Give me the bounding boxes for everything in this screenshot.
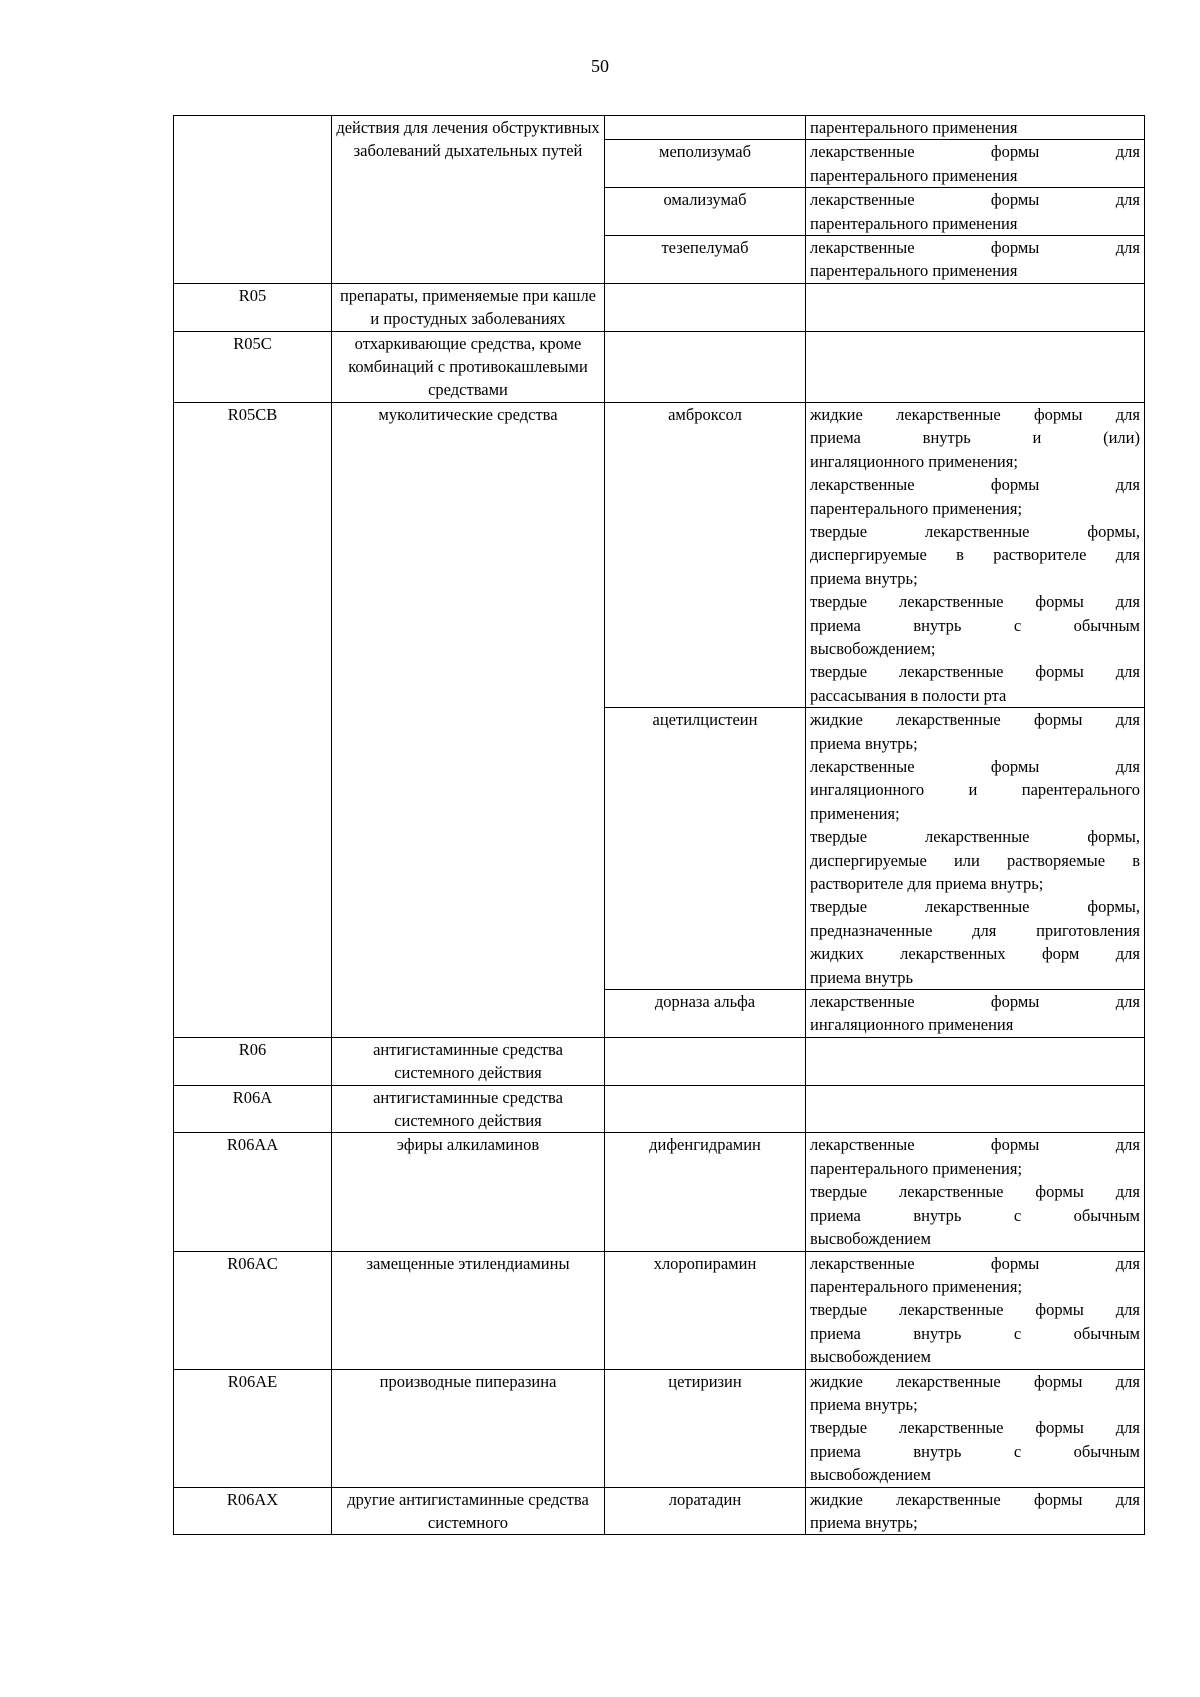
dosage-forms-cell bbox=[806, 1037, 1145, 1085]
atc-code-cell: R06A bbox=[174, 1085, 332, 1133]
dosage-form-line: высвобождением bbox=[810, 1465, 931, 1485]
dosage-form-line: парентерального применения bbox=[810, 213, 1018, 233]
drug-name-cell: ацетилцистеин bbox=[605, 708, 806, 990]
pharmacological-group-cell: замещенные этилендиамины bbox=[332, 1251, 605, 1369]
drug-name-cell bbox=[605, 283, 806, 331]
pharmacological-group-cell: другие антигистаминные средства системного bbox=[332, 1487, 605, 1535]
dosage-form-line: лекарственные формы для bbox=[810, 1135, 1140, 1155]
dosage-forms-cell bbox=[806, 1487, 1145, 1535]
pharmacological-group-cell: антигистаминные средства системного действия bbox=[332, 1085, 605, 1133]
dosage-forms-cell bbox=[806, 116, 1145, 140]
dosage-form-line: парентерального применения; bbox=[810, 498, 1023, 518]
dosage-forms-cell bbox=[806, 236, 1145, 284]
dosage-forms-cell bbox=[806, 140, 1145, 188]
dosage-form-line: жидких лекарственных форм для bbox=[810, 944, 1140, 964]
dosage-form-line: твердые лекарственные формы для bbox=[810, 1182, 1140, 1202]
dosage-form-line: растворителе для приема внутрь; bbox=[810, 874, 1044, 893]
drug-name-cell: цетиризин bbox=[605, 1369, 806, 1487]
dosage-forms-cell bbox=[806, 331, 1145, 402]
dosage-form-line: лекарственные формы для bbox=[810, 756, 1140, 776]
dosage-form-line: высвобождением bbox=[810, 1229, 931, 1249]
dosage-form-line: приема внутрь; bbox=[810, 568, 918, 588]
drug-table bbox=[173, 115, 1145, 1535]
dosage-forms-cell bbox=[806, 708, 1145, 990]
dosage-form-line: высвобождением; bbox=[810, 638, 936, 658]
dosage-form-line: рассасывания в полости рта bbox=[810, 685, 1007, 705]
dosage-form-line: парентерального применения bbox=[810, 118, 1018, 137]
dosage-form-line: приема внутрь с обычным bbox=[810, 615, 1140, 635]
dosage-form-line: ингаляционного и парентерального bbox=[810, 780, 1140, 800]
dosage-form-line: лекарственные формы для bbox=[810, 238, 1140, 258]
dosage-forms-cell bbox=[806, 1251, 1145, 1369]
dosage-form-line: лекарственные формы для bbox=[810, 190, 1140, 210]
dosage-forms-cell bbox=[806, 1133, 1145, 1251]
dosage-form-line: лекарственные формы для bbox=[810, 142, 1140, 162]
dosage-form-line: твердые лекарственные формы для bbox=[810, 1418, 1140, 1438]
table-row bbox=[174, 116, 1145, 140]
dosage-form-line: парентерального применения; bbox=[810, 1158, 1023, 1178]
atc-code-cell: R06AX bbox=[174, 1487, 332, 1535]
dosage-forms-cell bbox=[806, 402, 1145, 707]
pharmacological-group-cell: отхаркивающие средства, кроме комбинаций с противокашлевыми средствами bbox=[332, 331, 605, 402]
pharmacological-group-cell: препараты, применяемые при кашле и простудных заболеваниях bbox=[332, 283, 605, 331]
drug-name-cell bbox=[605, 1085, 806, 1133]
dosage-forms-cell bbox=[806, 1085, 1145, 1133]
atc-code-cell: R06 bbox=[174, 1037, 332, 1085]
table-row bbox=[174, 1133, 1145, 1251]
dosage-form-line: парентерального применения bbox=[810, 165, 1018, 185]
dosage-form-line: приема внутрь; bbox=[810, 1394, 918, 1414]
dosage-form-line: приема внутрь и (или) bbox=[810, 428, 1140, 448]
dosage-form-line: приема внутрь с обычным bbox=[810, 1441, 1140, 1461]
table-row bbox=[174, 331, 1145, 402]
dosage-form-line: приема внутрь с обычным bbox=[810, 1323, 1140, 1343]
dosage-form-line: жидкие лекарственные формы для bbox=[810, 1489, 1140, 1509]
atc-code-cell: R05C bbox=[174, 331, 332, 402]
dosage-form-line: высвобождением bbox=[810, 1347, 931, 1367]
dosage-form-line: диспергируемые в растворителе для bbox=[810, 545, 1140, 565]
dosage-form-line: приема внутрь с обычным bbox=[810, 1205, 1140, 1225]
table-row bbox=[174, 1369, 1145, 1487]
drug-name-cell: амброксол bbox=[605, 402, 806, 707]
dosage-forms-cell bbox=[806, 990, 1145, 1038]
drug-name-cell: меполизумаб bbox=[605, 140, 806, 188]
dosage-form-line: твердые лекарственные формы для bbox=[810, 1300, 1140, 1320]
dosage-form-line: парентерального применения bbox=[810, 261, 1018, 281]
dosage-forms-cell bbox=[806, 188, 1145, 236]
dosage-form-line: жидкие лекарственные формы для bbox=[810, 710, 1140, 730]
table-row bbox=[174, 1037, 1145, 1085]
table-row bbox=[174, 1251, 1145, 1369]
table-row bbox=[174, 283, 1145, 331]
drug-name-cell: дорназа альфа bbox=[605, 990, 806, 1038]
atc-code-cell: R05CB bbox=[174, 402, 332, 1037]
dosage-form-line: лекарственные формы для bbox=[810, 1253, 1140, 1273]
drug-name-cell: дифенгидрамин bbox=[605, 1133, 806, 1251]
dosage-form-line: жидкие лекарственные формы для bbox=[810, 1371, 1140, 1391]
pharmacological-group-cell: эфиры алкиламинов bbox=[332, 1133, 605, 1251]
dosage-form-line: твердые лекарственные формы, bbox=[810, 521, 1140, 541]
dosage-form-line: предназначенные для приготовления bbox=[810, 920, 1140, 940]
dosage-form-line: применения; bbox=[810, 803, 900, 823]
drug-name-cell bbox=[605, 1037, 806, 1085]
drug-name-cell: лоратадин bbox=[605, 1487, 806, 1535]
dosage-form-line: приема внутрь; bbox=[810, 733, 918, 753]
pharmacological-group-cell: муколитические средства bbox=[332, 402, 605, 1037]
drug-name-cell bbox=[605, 331, 806, 402]
atc-code-cell: R05 bbox=[174, 283, 332, 331]
table-row bbox=[174, 1487, 1145, 1535]
dosage-form-line: твердые лекарственные формы, bbox=[810, 897, 1140, 917]
atc-code-cell: R06AC bbox=[174, 1251, 332, 1369]
table-row bbox=[174, 1085, 1145, 1133]
dosage-form-line: жидкие лекарственные формы для bbox=[810, 404, 1140, 424]
atc-code-cell bbox=[174, 116, 332, 284]
dosage-form-line: диспергируемые или растворяемые в bbox=[810, 850, 1140, 870]
dosage-form-line: ингаляционного применения bbox=[810, 1015, 1014, 1035]
dosage-forms-cell bbox=[806, 283, 1145, 331]
dosage-form-line: лекарственные формы для bbox=[810, 475, 1140, 495]
drug-name-cell: омализумаб bbox=[605, 188, 806, 236]
dosage-form-line: лекарственные формы для bbox=[810, 992, 1140, 1012]
drug-name-cell bbox=[605, 116, 806, 140]
table-row bbox=[174, 402, 1145, 707]
drug-name-cell: хлоропирамин bbox=[605, 1251, 806, 1369]
dosage-form-line: твердые лекарственные формы для bbox=[810, 662, 1140, 682]
atc-code-cell: R06AA bbox=[174, 1133, 332, 1251]
page-number: 50 bbox=[591, 56, 609, 76]
atc-code-cell: R06AE bbox=[174, 1369, 332, 1487]
dosage-form-line: твердые лекарственные формы для bbox=[810, 592, 1140, 612]
drug-name-cell: тезепелумаб bbox=[605, 236, 806, 284]
pharmacological-group-cell: действия для лечения обструктивных заболеваний дыхательных путей bbox=[332, 116, 605, 284]
dosage-form-line: ингаляционного применения; bbox=[810, 451, 1018, 471]
dosage-form-line: твердые лекарственные формы, bbox=[810, 827, 1140, 847]
dosage-form-line: приема внутрь bbox=[810, 967, 914, 987]
dosage-form-line: парентерального применения; bbox=[810, 1276, 1023, 1296]
dosage-form-line: приема внутрь; bbox=[810, 1512, 918, 1532]
pharmacological-group-cell: антигистаминные средства системного действия bbox=[332, 1037, 605, 1085]
pharmacological-group-cell: производные пиперазина bbox=[332, 1369, 605, 1487]
dosage-forms-cell bbox=[806, 1369, 1145, 1487]
drug-table-body bbox=[174, 116, 1145, 1535]
